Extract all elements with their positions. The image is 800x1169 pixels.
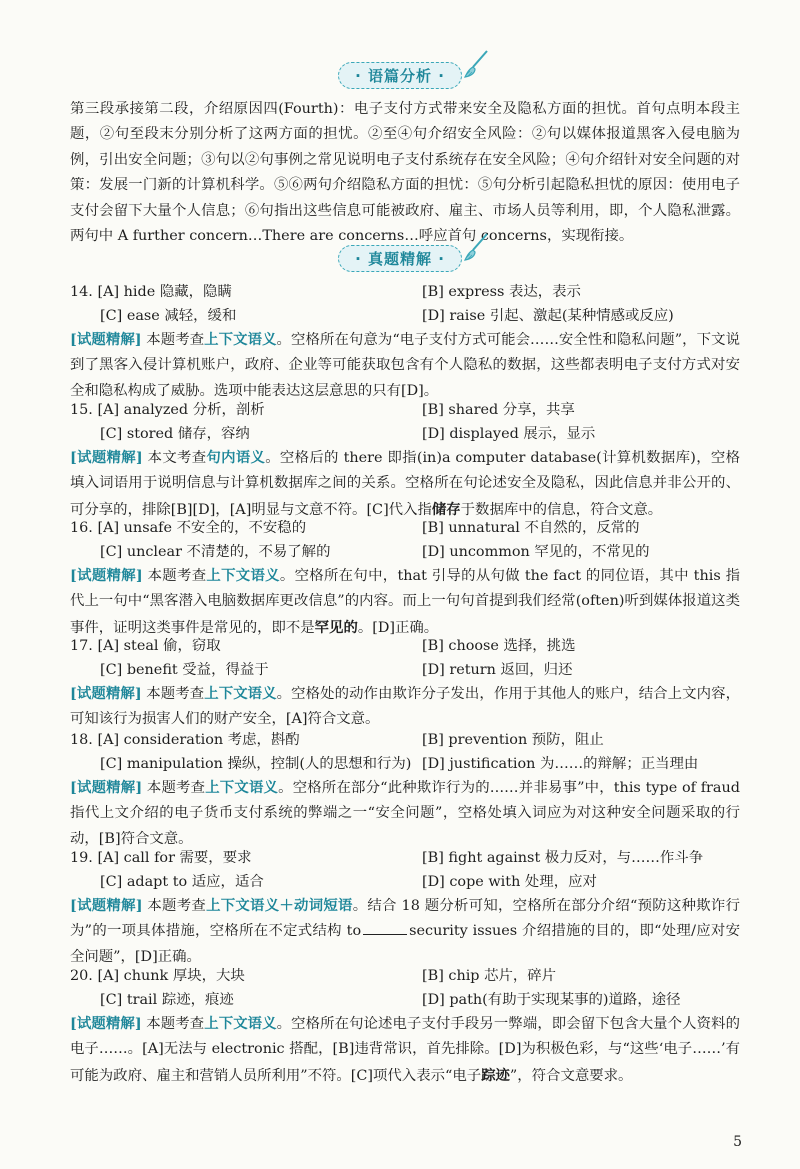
q15-options-row2 <box>70 422 740 446</box>
explanation-tag: [试题精解] <box>70 449 143 466</box>
explanation-tag: [试题精解] <box>70 897 143 914</box>
q15-option-c: [C] stored 储存，容纳 <box>100 426 250 442</box>
q17-explanation: [试题精解] 本题考查上下文语义。空格处的动作由欺诈分子发出，作用于其他人的账户，结合上文内容，可知该行为损害人们的财产安全，[A]符合文意。 <box>70 685 740 728</box>
fill-blank <box>363 922 407 935</box>
q19-option-d: [D] cope with 处理，应对 <box>422 874 597 890</box>
q17-options-row1 <box>70 634 740 658</box>
q18-options-row2 <box>70 752 740 776</box>
q14-explanation: [试题精解] 本题考查上下文语义。空格所在句意为“电子支付方式可能会……安全性和隐私问题”，下文说到了黑客入侵计算机账户，政府、企业等可能获取包含有个人隐私的数据，这些都表明电子支付方式对安全和隐私构成了威胁。选项中能表达这层意思的只有[D]。 <box>70 331 740 399</box>
q18-option-a: 18. [A] consideration 考虑，斟酌 <box>70 732 300 748</box>
q14-options-row1 <box>70 280 740 304</box>
section-title-answers <box>300 243 500 273</box>
section-title-pill <box>338 62 462 89</box>
section-title-pill <box>338 245 462 272</box>
q14-option-b: [B] express 表达，表示 <box>422 284 581 300</box>
q15-options-row1 <box>70 398 740 422</box>
q15-explanation: [试题精解] 本文考查句内语义。空格后的 there 即指(in)a computer database(计算机数据库)，空格填入词语用于说明信息与计算机数据库之间的关系。空格所在句论述安全及隐私，因此信息并非公开的、可分享的，排除[B][D]，[A]明显与文意不符。[C]代入指储存于数据库中的信息，符合文意。 <box>70 449 740 518</box>
q15-option-a: 15. [A] analyzed 分析，剖析 <box>70 402 265 418</box>
q15-option-d: [D] displayed 展示，显示 <box>422 426 596 442</box>
q20-option-b: [B] chip 芯片，碎片 <box>422 968 557 984</box>
q18-explanation: [试题精解] 本题考查上下文语义。空格所在部分“此种欺诈行为的……并非易事”中，this type of fraud 指代上文介绍的电子货币支付系统的弊端之一“安全问题”，空格处填入词应为对这种安全问题采取的行动，[B]符合文意。 <box>70 779 740 847</box>
explanation-tag: [试题精解] <box>70 1015 142 1032</box>
q18-option-d: [D] justification 为……的辩解；正当理由 <box>422 756 699 772</box>
brush-icon <box>463 232 491 262</box>
explanation-tag: [试题精解] <box>70 567 143 584</box>
q16-option-b: [B] unnatural 不自然的，反常的 <box>422 520 640 536</box>
focus-highlight: 上下文语义 <box>204 1015 277 1032</box>
q14-options-row2 <box>70 304 740 328</box>
q16-options-row1 <box>70 516 740 540</box>
focus-highlight: 上下文语义 <box>205 779 279 796</box>
page-number: 5 <box>733 1134 742 1150</box>
q16-options-row2 <box>70 540 740 564</box>
q17-option-c: [C] benefit 受益，得益于 <box>100 662 269 678</box>
q17-option-b: [B] choose 选择，挑选 <box>422 638 576 654</box>
explanation-tag: [试题精解] <box>70 779 143 796</box>
brush-icon <box>463 49 491 79</box>
focus-highlight: 上下文语义 <box>204 331 277 348</box>
q18-option-b: [B] prevention 预防，阻止 <box>422 732 604 748</box>
q18-options-row1 <box>70 728 740 752</box>
q20-explanation: [试题精解] 本题考查上下文语义。空格所在句论述电子支付手段另一弊端，即会留下包含大量个人资料的电子……。[A]无法与 electronic 搭配，[B]违背常识，首先排除。[D]为积极色彩，与“这些‘电子……’有可能为政府、雇主和营销人员所利用”不符。[C]项代入表示“电子踪迹”，符合文意要求。 <box>70 1015 740 1084</box>
q14-option-a: 14. [A] hide 隐藏，隐瞒 <box>70 284 232 300</box>
q16-option-d: [D] uncommon 罕见的，不常见的 <box>422 544 650 560</box>
section-title-text: · 真题精解 · <box>355 249 445 268</box>
q16-option-a: 16. [A] unsafe 不安全的，不安稳的 <box>70 520 307 536</box>
q16-explanation: [试题精解] 本题考查上下文语义。空格所在句中，that 引导的从句做 the fact 的同位语，其中 this 指代上一句中“黑客潜入电脑数据库更改信息”的内容。而上一句句首提到我们经常(often)听到媒体报道这类事件，证明这类事件是常见的，即不是罕见的。[D]正确。 <box>70 567 740 636</box>
explanation-tag: [试题精解] <box>70 331 142 348</box>
q20-option-a: 20. [A] chunk 厚块，大块 <box>70 968 245 984</box>
focus-highlight: 句内语义 <box>206 449 266 466</box>
q19-option-a: 19. [A] call for 需要，要求 <box>70 850 252 866</box>
analysis-paragraph: 第三段承接第二段，介绍原因四(Fourth)：电子支付方式带来安全及隐私方面的担忧。首句点明本段主题，②句至段末分别分析了这两方面的担忧。②至④句介绍安全风险：②句以媒体报道黑客入侵电脑为例，引出安全问题；③句以②句事例之常见说明电子支付系统存在安全风险；④句介绍针对安全问题的对策：发展一门新的计算机科学。⑤⑥两句介绍隐私方面的担忧：⑤句分析引起隐私担忧的原因：使用电子支付会留下大量个人信息；⑥句指出这些信息可能被政府、雇主、市场人员等利用，即，个人隐私泄露。两句中 A further concern…There are concerns…呼应首句 concerns，实现衔接。 <box>70 101 740 245</box>
section-title-analysis <box>300 60 500 90</box>
q19-option-b: [B] fight against 极力反对，与……作斗争 <box>422 850 704 866</box>
q20-option-d: [D] path(有助于实现某事的)道路，途径 <box>422 992 681 1008</box>
q20-option-c: [C] trail 踪迹，痕迹 <box>100 992 234 1008</box>
q19-options-row1 <box>70 846 740 870</box>
focus-highlight: 上下文语义 <box>204 685 277 702</box>
q15-option-b: [B] shared 分享，共享 <box>422 402 575 418</box>
section-title-text: · 语篇分析 · <box>355 66 445 85</box>
explanation-tag: [试题精解] <box>70 685 142 702</box>
q20-options-row2 <box>70 988 740 1012</box>
focus-highlight: 上下文语义＋动词短语 <box>206 897 353 914</box>
q17-option-a: 17. [A] steal 偷，窃取 <box>70 638 221 654</box>
q19-explanation: [试题精解] 本题考查上下文语义＋动词短语。结合 18 题分析可知，空格所在部分介绍“预防这种欺诈行为”的一项具体措施，空格所在不定式结构 to security issues 介绍措施的目的，即“处理/应对安全问题”，[D]正确。 <box>70 897 740 965</box>
q17-option-d: [D] return 返回，归还 <box>422 662 573 678</box>
q16-option-c: [C] unclear 不清楚的，不易了解的 <box>100 544 331 560</box>
q14-option-c: [C] ease 减轻，缓和 <box>100 308 237 324</box>
q20-options-row1 <box>70 964 740 988</box>
q18-option-c: [C] manipulation 操纵，控制(人的思想和行为) <box>100 756 412 772</box>
q19-option-c: [C] adapt to 适应，适合 <box>100 874 264 890</box>
focus-highlight: 上下文语义 <box>206 567 280 584</box>
q19-options-row2 <box>70 870 740 894</box>
q17-options-row2 <box>70 658 740 682</box>
q14-option-d: [D] raise 引起、激起(某种情感或反应) <box>422 308 674 324</box>
